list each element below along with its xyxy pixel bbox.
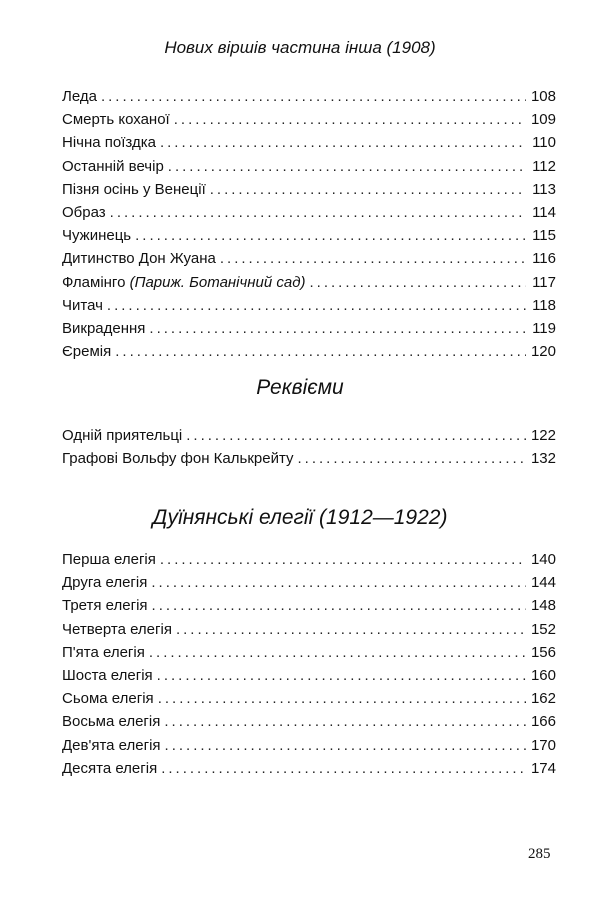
entry-title: Дитинство Дон Жуана [62,250,216,268]
entry-title: Сьома елегія [62,690,154,708]
leader-dots [101,85,526,108]
entry-title [62,271,306,294]
entry-title: Чужинець [62,227,132,245]
toc-entry [62,664,556,687]
toc-list [62,548,556,780]
entry-page-number: 148 [530,597,556,615]
leader-dots [157,664,526,687]
entry-page-number: 160 [530,666,556,684]
entry-title: Останній вечір [62,157,164,175]
entry-title: Дев'ята елегія [62,736,161,754]
section-title: Реквієми [256,376,344,399]
entry-page-number: 132 [530,450,556,468]
entry-page-number: 140 [530,551,556,568]
entry-page-number: 114 [532,203,556,221]
entry-page-number: 115 [532,227,556,245]
toc-list [62,85,556,363]
leader-dots [149,317,526,340]
toc-entry [62,424,556,447]
entry-title: Викрадення [62,319,146,337]
entry-title: Шоста елегія [62,666,153,684]
leader-dots [174,108,526,131]
toc-entry [62,447,556,470]
entry-title: Третя елегія [62,597,148,615]
toc-entry [62,641,556,664]
toc-entry [62,108,556,131]
toc-entry [62,178,556,201]
toc-entry [62,271,556,294]
leader-dots [160,131,526,154]
page-number: 285 [528,846,551,862]
toc-entry [62,687,556,710]
entry-subtitle: (Париж. Ботанічний сад) [129,273,306,291]
entry-title: Нічна поїздка [62,134,156,152]
leader-dots [151,571,526,594]
toc-entry [62,247,556,270]
leader-dots [107,294,526,317]
toc-entry [62,734,556,757]
leader-dots [168,155,526,178]
toc-entry [62,294,556,317]
toc-entry [62,131,556,154]
leader-dots [164,710,526,733]
entry-page-number: 117 [532,273,556,291]
entry-title: Перша елегія [62,551,156,568]
section-title: Дуїнянські елегії (1912—1922) [152,506,448,529]
entry-page-number: 156 [530,643,556,661]
entry-title: Леда [62,88,97,105]
toc-entry [62,710,556,733]
toc-entry [62,340,556,363]
entry-title: Друга елегія [62,574,148,592]
entry-page-number: 122 [530,427,556,444]
toc-entry [62,155,556,178]
toc-entry [62,571,556,594]
leader-dots [135,224,526,247]
entry-title: Одній приятельці [62,427,183,444]
leader-dots [310,271,527,294]
leader-dots [161,757,526,780]
entry-page-number: 110 [532,134,556,152]
toc-entry [62,201,556,224]
entry-page-number: 109 [530,111,556,129]
entry-page-number: 112 [532,157,556,175]
entry-page-number: 144 [530,574,556,592]
leader-dots [149,641,526,664]
toc-entry [62,224,556,247]
leader-dots [110,201,526,224]
entry-title: Четверта елегія [62,620,172,638]
toc-list [62,424,556,470]
toc-entry [62,548,556,571]
entry-title: Читач [62,296,103,314]
entry-title: Графові Вольфу фон Калькрейту [62,450,294,468]
entry-title: Восьма елегія [62,713,161,731]
entry-page-number: 120 [530,343,556,361]
leader-dots [160,548,526,571]
entry-title-main: Фламінго [62,273,126,291]
toc-entry [62,594,556,617]
leader-dots [210,178,526,201]
leader-dots [152,594,526,617]
leader-dots [165,734,526,757]
entry-page-number: 113 [532,180,556,198]
leader-dots [176,618,526,641]
toc-entry [62,85,556,108]
entry-title: Єремія [62,343,112,361]
leader-dots [186,424,526,447]
leader-dots [298,447,527,470]
entry-page-number: 152 [530,620,556,638]
entry-page-number: 118 [532,296,556,314]
section-title: Нових віршів частина інша (1908) [164,38,436,57]
entry-title: Смерть коханої [62,111,170,129]
entry-title: Десята елегія [62,759,158,777]
toc-entry [62,317,556,340]
entry-page-number: 119 [532,319,556,337]
entry-title: Образ [62,203,106,221]
entry-page-number: 116 [532,250,556,268]
toc-entry [62,618,556,641]
entry-page-number: 162 [530,690,556,708]
entry-page-number: 108 [530,88,556,105]
entry-title: Пізня осінь у Венеції [62,180,206,198]
leader-dots [115,340,526,363]
leader-dots [158,687,526,710]
leader-dots [220,247,526,270]
entry-page-number: 174 [530,759,556,777]
entry-title: П'ята елегія [62,643,145,661]
entry-page-number: 166 [530,713,556,731]
entry-page-number: 170 [530,736,556,754]
toc-entry [62,757,556,780]
